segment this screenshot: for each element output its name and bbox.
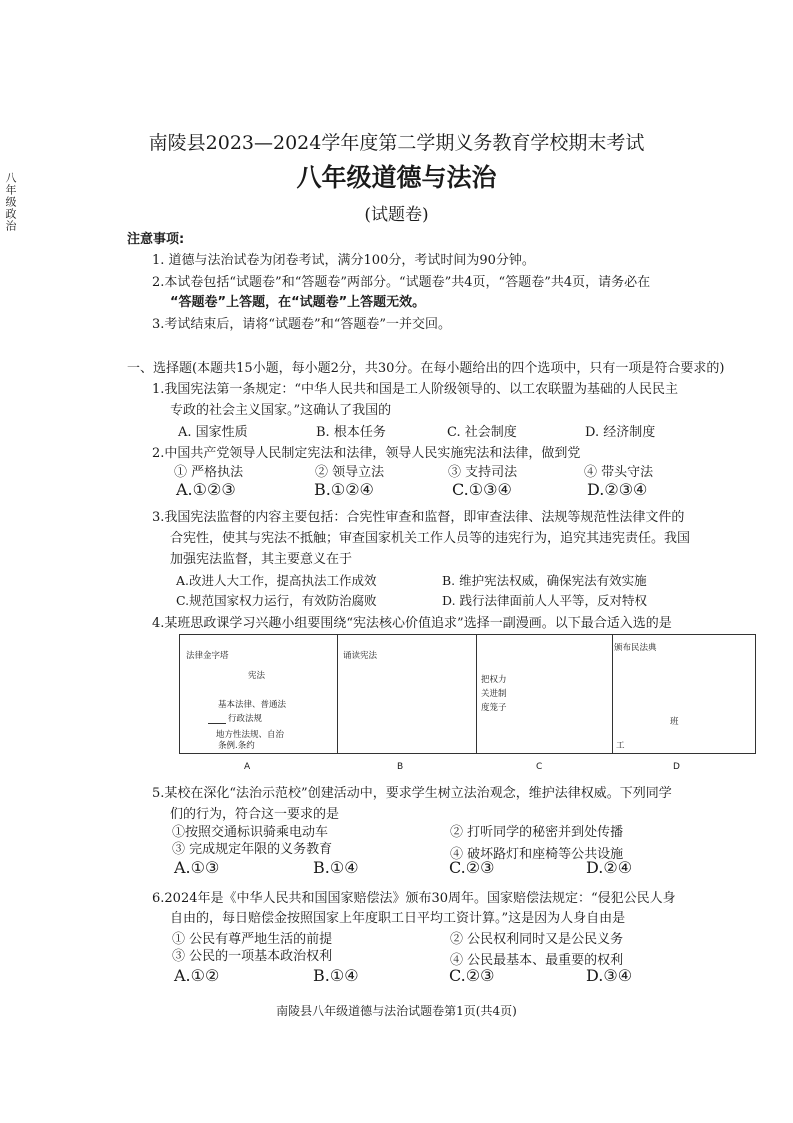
panel-d-title: 颁布民法典 <box>614 643 657 653</box>
note-item-2a: 2.本试卷包括“试题卷”和“答题卷”两部分。“试题卷”共4页，“答题卷”共4页，请务必在 <box>152 275 651 290</box>
note-item-2b: “答题卷”上答题，在“试题卷”上答题无效。 <box>170 295 426 310</box>
q2-item-1: ① 严格执法 <box>174 465 244 480</box>
q1-stem-line1: 1.我国宪法第一条规定：“中华人民共和国是工人阶级领导的、以工农联盟为基础的人民民主 <box>152 382 679 397</box>
q3-option-b: B. 维护宪法权威，确保宪法有效实施 <box>442 573 647 588</box>
comic-panel-b <box>337 635 477 753</box>
q3-option-c: C.规范国家权力运行，有效防治腐败 <box>176 593 377 608</box>
q1-option-d: D. 经济制度 <box>585 425 656 440</box>
panel-c-line3: 度笼子 <box>481 703 507 713</box>
q6-option-a: A.①② <box>174 966 220 985</box>
q5-option-a: A.①③ <box>174 858 220 877</box>
q2-option-d: D.②③④ <box>587 480 648 499</box>
q3-option-a: A.改进人大工作，提高执法工作成效 <box>176 573 377 588</box>
panel-c-line1: 把权力 <box>481 675 507 685</box>
q6-item-3: ③ 公民的一项基本政治权利 <box>172 949 333 964</box>
q5-item-4: ④ 破坏路灯和座椅等公共设施 <box>450 847 624 862</box>
q6-item-2: ② 公民权利同时又是公民义务 <box>450 932 624 947</box>
panel-c-line2: 关进制 <box>481 689 507 699</box>
comic-panel-d <box>612 635 755 753</box>
q6-item-4: ④ 公民最基本、最重要的权利 <box>450 953 624 968</box>
note-item-1: 1. 道德与法治试卷为闭卷考试，满分100分，考试时间为90分钟。 <box>152 253 535 268</box>
section-1-heading: 一、选择题(本题共15小题，每小题2分，共30分。在每小题给出的四个选项中，只有一项是符合要求的) <box>127 361 725 376</box>
q6-stem-line1: 6.2024年是《中华人民共和国国家赔偿法》颁布30周年。国家赔偿法规定：“侵犯公民人身 <box>152 891 676 906</box>
q3-stem-line2: 合宪性，使其与宪法不抵触；审查国家机关工作人员等的违宪行为，追究其违宪责任。我国 <box>170 531 691 546</box>
side-label: 八年级政治 <box>4 172 17 232</box>
q2-stem: 2.中国共产党领导人民制定宪法和法律，领导人民实施宪法和法律，做到党 <box>152 446 581 461</box>
comic-label-d: D <box>673 762 680 772</box>
q6-item-1: ① 公民有尊严地生活的前提 <box>172 932 333 947</box>
q4-stem: 4.某班思政课学习兴趣小组要围绕“宪法核心价值追求”选择一副漫画。以下最合适入选的是 <box>152 616 672 631</box>
q1-option-c: C. 社会制度 <box>447 425 517 440</box>
panel-a-level4: 地方性法规、自治 <box>216 730 285 740</box>
q6-option-b: B.①④ <box>313 966 359 985</box>
pyramid-stroke <box>208 723 226 724</box>
q5-option-b: B.①④ <box>313 858 359 877</box>
panel-a-level5: 条例.条约 <box>218 741 255 751</box>
q1-option-b: B. 根本任务 <box>316 425 386 440</box>
panel-d-text1: 班 <box>670 717 679 727</box>
q3-stem-line3: 加强宪法监督，其主要意义在于 <box>170 552 353 567</box>
q3-stem-line1: 3.我国宪法监督的内容主要包括：合宪性审查和监督，即审查法律、法规等规范性法律文件的 <box>152 510 685 525</box>
panel-d-text2: 工 <box>616 741 625 751</box>
q2-item-2: ② 领导立法 <box>315 465 385 480</box>
q6-option-d: D.③④ <box>586 966 633 985</box>
exam-title-line1: 南陵县2023—2024学年度第二学期义务教育学校期末考试 <box>148 132 645 154</box>
panel-b-title: 诵读宪法 <box>343 651 378 661</box>
comic-panels <box>179 634 756 754</box>
panel-a-level2: 基本法律、普通法 <box>218 700 287 710</box>
paper-type-label: (试题卷) <box>364 205 429 225</box>
q2-option-a: A.①②③ <box>176 480 236 499</box>
comic-panel-c <box>476 635 613 753</box>
exam-subject-title: 八年级道德与法治 <box>296 163 497 192</box>
comic-label-a: A <box>244 762 251 772</box>
notes-heading: 注意事项: <box>127 232 185 247</box>
panel-a-level3: 行政法规 <box>228 714 263 724</box>
comic-label-b: B <box>397 762 404 772</box>
q2-item-3: ③ 支持司法 <box>448 465 518 480</box>
comic-panel-a <box>180 635 338 753</box>
page-footer: 南陵县八年级道德与法治试题卷第1页(共4页) <box>276 1004 517 1018</box>
comic-label-c: C <box>536 762 543 772</box>
q6-option-c: C.②③ <box>449 966 495 985</box>
q5-option-d: D.②④ <box>586 858 633 877</box>
q6-stem-line2: 自由的，每日赔偿金按照国家上年度职工日平均工资计算。”这是因为人身自由是 <box>170 911 626 926</box>
panel-a-level1: 宪法 <box>248 671 266 681</box>
q1-stem-line2: 专政的社会主义国家。”这确认了我国的 <box>170 403 392 418</box>
q5-item-1: ①按照交通标识骑乘电动车 <box>172 825 329 840</box>
q5-item-2: ② 打听同学的秘密并到处传播 <box>450 825 624 840</box>
q2-option-c: C.①③④ <box>452 480 512 499</box>
q3-option-d: D. 践行法律面前人人平等，反对特权 <box>442 593 648 608</box>
note-item-3: 3.考试结束后，请将“试题卷”和“答题卷”一并交回。 <box>152 317 451 332</box>
q5-item-3: ③ 完成规定年限的义务教育 <box>172 842 333 857</box>
q5-stem-line2: 们的行为，符合这一要求的是 <box>170 807 340 822</box>
panel-a-title: 法律金字塔 <box>186 651 229 661</box>
q5-option-c: C.②③ <box>449 858 495 877</box>
q1-option-a: A. 国家性质 <box>178 425 248 440</box>
q5-stem-line1: 5.某校在深化“法治示范校”创建活动中，要求学生树立法治观念，维护法律权威。下列同学 <box>152 786 672 801</box>
q2-option-b: B.①②④ <box>314 480 374 499</box>
q2-item-4: ④ 带头守法 <box>584 465 654 480</box>
